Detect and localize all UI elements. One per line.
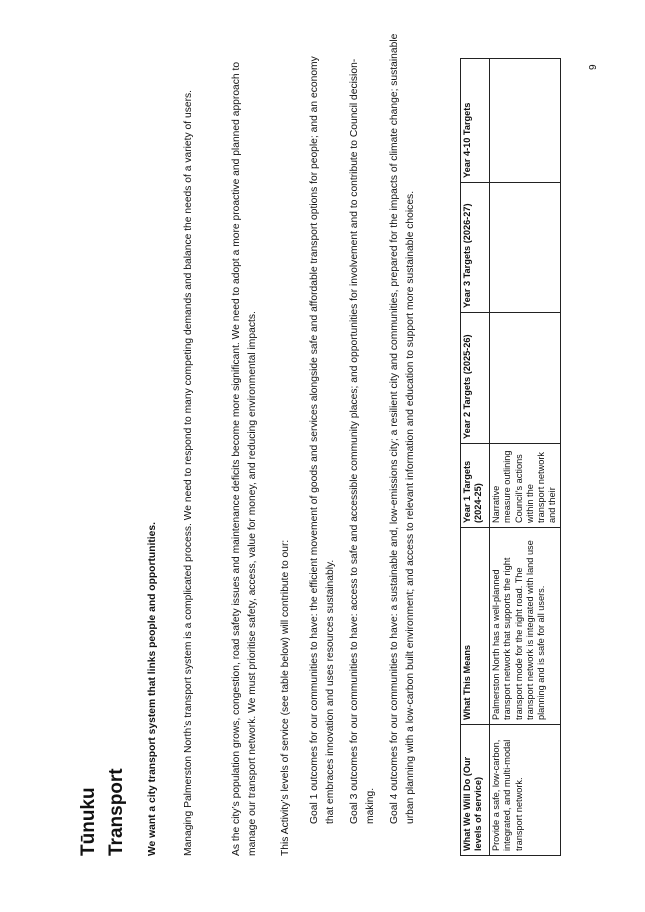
header-year-4-10-targets: Year 4-10 Targets bbox=[461, 59, 490, 183]
intro-paragraph-3: This Activity’s levels of service (see table below) will contribute to our: bbox=[280, 539, 291, 856]
table-header-row bbox=[461, 59, 490, 856]
cell-what-this-means: Palmerston North has a well-planned transport network that supports the right transport mode for the right road. The transport network is integrated with land use planning and is safe for all users. bbox=[490, 528, 561, 725]
page-title: Transport bbox=[106, 768, 127, 856]
header-what-this-means: What This Means bbox=[461, 528, 490, 725]
maori-title: Tūnuku bbox=[78, 787, 99, 856]
page-number: 9 bbox=[588, 64, 599, 70]
intro-paragraph-1: Managing Palmerston North’s transport system is a complicated process. We need to respond to many competing demands and balance the needs of a variety of users. bbox=[183, 89, 194, 856]
table-row bbox=[490, 59, 561, 856]
levels-of-service-table bbox=[460, 58, 561, 856]
cell-level-of-service: Provide a safe, low-carbon, integrated, and multi-modal transport network. bbox=[490, 725, 561, 856]
cell-year-3-target bbox=[490, 183, 561, 313]
header-year-3-targets: Year 3 Targets (2026-27) bbox=[461, 183, 490, 313]
intro-paragraph-2: As the city’s population grows, congestion, road safety issues and maintenance deficits become more significant. We need to adopt a more proactive and planned approach to manage our transport network. We must prioritise safety, access, value for money, and reducing environmental impacts. bbox=[231, 61, 258, 856]
goal-3-text: Goal 3 outcomes for our communities to have: access to safe and accessible community places; and opportunities for involvement and to contribute to Council decision-making. bbox=[349, 58, 376, 824]
header-what-we-will-do: What We Will Do (Our levels of service) bbox=[461, 725, 490, 856]
cell-year-2-target bbox=[490, 313, 561, 444]
cell-year-1-target: Narrative measure outlining Council’s actions within the transport network and their bbox=[490, 444, 561, 528]
cell-year-4-10-target bbox=[490, 59, 561, 183]
header-year-1-targets: Year 1 Targets (2024-25) bbox=[461, 444, 490, 528]
goal-4-text: Goal 4 outcomes for our communities to have: a sustainable and, low-emissions city; a resilient city and communities, prepared for the impacts of climate change; sustainable urban planning with a low-carbon built environment; and access to relevant information and education to support more sustainable choices. bbox=[389, 33, 416, 824]
goal-1-text: Goal 1 outcomes for our communities to have: the efficient movement of goods and services alongside safe and affordable transport options for people; and an economy that embraces innovation and uses resources sustainably. bbox=[309, 56, 336, 824]
header-year-2-targets: Year 2 Targets (2025-26) bbox=[461, 313, 490, 444]
intro-tagline: We want a city transport system that links people and opportunities. bbox=[147, 522, 158, 856]
